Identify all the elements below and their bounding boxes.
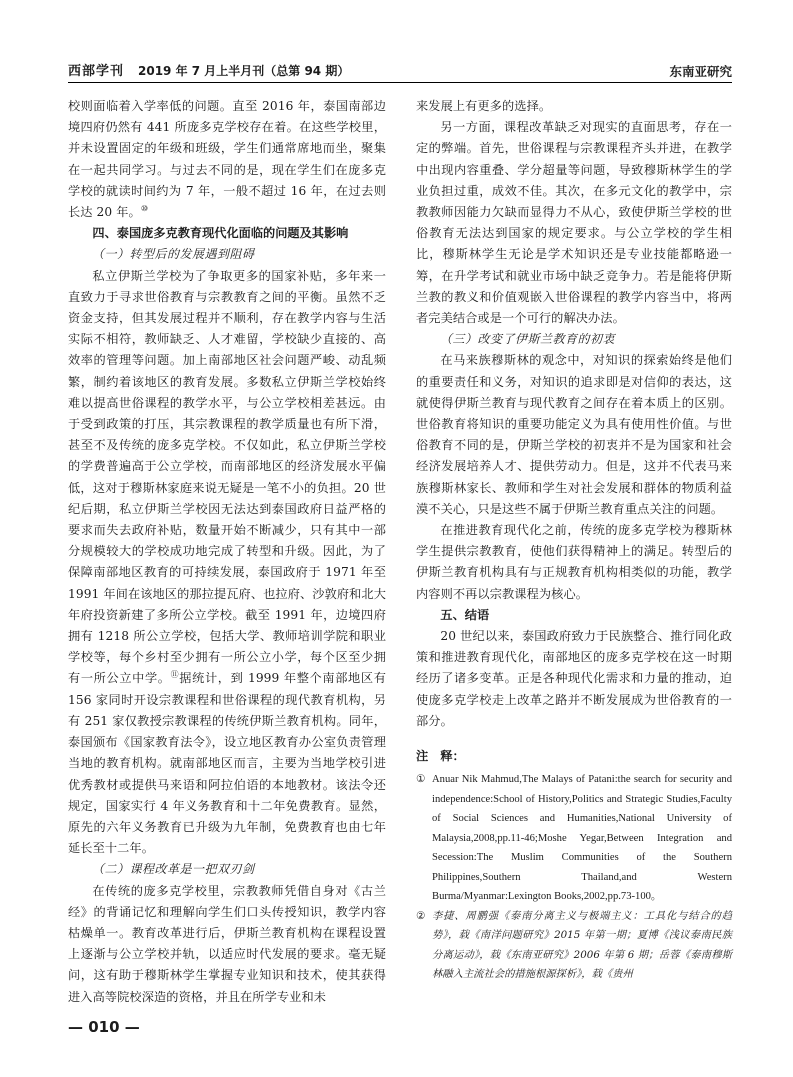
footnote-text: Anuar Nik Mahmud,The Malays of Patani:the search for security and independence:School of History,Politics and Strategic Studies,Faculty of Social Sciences and Humanities,National University of Malaysia,2008,pp.11-46;Moshe Yegar,Between Integration and Secession:The Muslim Communities of the Southern Philippines,Southern Thailand,and Western Burma/Myanmar:Lexington Books,2002,pp.73-100。 bbox=[432, 774, 732, 903]
footnote-ref[interactable]: ⑪ bbox=[170, 670, 180, 680]
subsection-heading: （一）转型后的发展遇到阻碍 bbox=[92, 247, 255, 262]
paragraph: 在传统的庞多克学校里，宗教教师凭借自身对《古兰经》的背诵记忆和理解向学生们口头传授知识，教学内容枯燥单一。教育改革进行后，伊斯兰教育机构在课程设置上逐渐与公立学校并轨，以适应时代发展的要求。毫无疑问，这有助于穆斯林学生掌握专业知识和技术，使其获得进入高等院校深造的资格，并且在所学专业和未 bbox=[68, 883, 386, 1004]
footnote-ref[interactable]: ⑩ bbox=[140, 203, 149, 213]
journal-logo: 西部学刊 bbox=[68, 64, 125, 79]
section-heading: 四、泰国庞多克教育现代化面临的问题及其影响 bbox=[92, 226, 349, 241]
section-heading: 五、结语 bbox=[440, 607, 490, 622]
footnote bbox=[416, 770, 732, 907]
section-name: 东南亚研究 bbox=[669, 64, 732, 79]
footnote-marker: ① bbox=[416, 773, 426, 786]
paragraph: 在推进教育现代化之前，传统的庞多克学校为穆斯林学生提供宗教教育，使他们获得精神上的满足。转型后的伊斯兰教育机构具有与正规教育机构相类似的功能，教学内容则不再以宗教课程为核心。 bbox=[416, 523, 732, 601]
paragraph: 来发展上有更多的选择。 bbox=[416, 99, 552, 113]
subsection-heading: （二）课程改革是一把双刃剑 bbox=[92, 862, 255, 877]
footnote bbox=[416, 907, 732, 985]
paragraph: 20 世纪以来，泰国政府致力于民族整合、推行同化政策和推进教育现代化，南部地区的庞多克学校在这一时期经历了诸多变革。正是各种现代化需求和力量的推动，迫使庞多克学校走上改革之路并不断发展成为世俗教育的一部分。 bbox=[416, 629, 732, 728]
subsection-heading: （三）改变了伊斯兰教育的初衷 bbox=[440, 332, 616, 347]
paragraph: 在马来族穆斯林的观念中，对知识的探索始终是他们的重要责任和义务，对知识的追求即是对信仰的表达，这就使得伊斯兰教育与现代教育之间存在着本质上的区别。世俗教育将知识的重要功能定义为具有使用性价值。与世俗教育不同的是，伊斯兰学校的初衷并不是为国家和社会经济发展培养人才、提供劳动力。但是，这并不代表马来族穆斯林家长、教师和学生对社会发展和群体的物质利益漠不关心，只是这些不属于伊斯兰教育重点关注的问题。 bbox=[416, 353, 732, 516]
notes-heading: 注 释： bbox=[416, 749, 465, 764]
issue-info: 2019 年 7 月上半月刊（总第 94 期） bbox=[138, 64, 350, 78]
left-column bbox=[68, 96, 386, 1008]
paragraph: 另一方面，课程改革缺乏对现实的直面思考，存在一定的弊端。首先，世俗课程与宗教课程齐头并进，在教学中出现内容重叠、学分超量等问题，导致穆斯林学生的学业负担过重，成效不佳。其次，在多元文化的教学中，宗教教师因能力欠缺而显得力不从心，致使伊斯兰学校的世俗教育无法达到国家的规定要求。与公立学校的学生相比，穆斯林学生无论是学术知识还是专业技能都略逊一筹，在升学考试和就业市场中缺乏竞争力。若是能将伊斯兰教的教义和价值观嵌入世俗课程的教学内容当中，将两者完美结合或是一个可行的解决办法。 bbox=[416, 120, 732, 326]
footnote-text: 李捷、周鹏强《泰南分离主义与极端主义：工具化与结合的趋势》，载《南洋问题研究》2015 年第一期；夏博《浅议泰南民族分离运动》，载《东南亚研究》2006 年第 6 期；岳蓉《泰南穆斯林融入主流社会的措施根源探析》，载《贵州 bbox=[432, 909, 732, 981]
paragraph: 校则面临着入学率低的问题。直至 2016 年，泰国南部边境四府仍然有 441 所庞多克学校存在着。在这些学校里，并未设置固定的年级和班级，学生们通常席地而坐，聚集在一起共同学习。与过去不同的是，现在学生们在庞多克学校的就读时间约为 7 年，一般不超过 16 年，在过去则长达 20 年。⑩ bbox=[68, 99, 386, 220]
page-header bbox=[68, 58, 732, 83]
paragraph: 私立伊斯兰学校为了争取更多的国家补贴，多年来一直致力于寻求世俗教育与宗教教育之间的平衡。虽然不乏资金支持，但其发展过程并不顺利，存在教学内容与生活实际不相符，教师缺乏、人才难留，学校缺少直接的、高效率的管理等问题。加上南部地区社会问题严峻、动乱频繁，制约着该地区的教育发展。多数私立伊斯兰学校始终难以提高世俗课程的教学水平，与公立学校相差甚远。由于受到政策的打压，其宗教课程的教学质量也有所下滑，甚至不及传统的庞多克学校。不仅如此，私立伊斯兰学校的学费普遍高于公立学校，而南部地区的经济发展水平偏低，这对于穆斯林家庭来说无疑是一笔不小的负担。20 世纪后期，私立伊斯兰学校因无法达到泰国政府日益严格的要求而失去政府补贴，数量开始不断减少，只有其中一部分规模较大的学校成功地完成了转型和升级。因此，为了保障南部地区教育的可持续发展，泰国政府于 1971 年至 1991 年间在该地区的那拉提瓦府、也拉府、沙敦府和北大年府投资新建了多所公立学校。截至 1991 年，边境四府拥有 1218 所公立学校，包括大学、教师培训学院和职业学校等，每个乡村至少拥有一所公立小学，每个区至少拥有一所公立中学。⑪据统计，到 1999 年整个南部地区有 156 家同时开设宗教课程和世俗课程的现代教育机构，另有 251 家仅教授宗教课程的传统伊斯兰教育机构。同年，泰国颁布《国家教育法令》，设立地区教育办公室负责管理当地的教育机构。就南部地区而言，主要为当地学校引进优秀教材或提供马来语和阿拉伯语的本地教材。该法令还规定，国家实行 4 年义务教育和十二年免费教育。显然，原先的六年义务教育已升级为九年制，免费教育也由七年延长至十二年。 bbox=[68, 268, 387, 856]
page-number: — 010 — bbox=[68, 1018, 140, 1036]
right-column bbox=[416, 96, 732, 985]
footnote-marker: ② bbox=[416, 909, 426, 922]
